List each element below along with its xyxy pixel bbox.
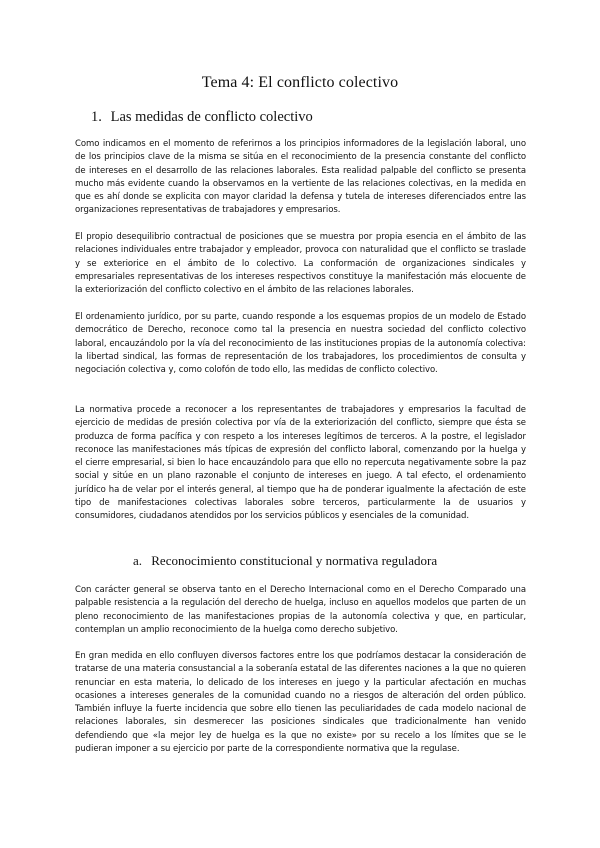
paragraph-5: Con carácter general se observa tanto en el Derecho Internacional como en el Derecho Comparado una palpable resistencia a la regulación del derecho de huelga, incluso en aquellos modelos que parten de un pleno reconocimiento de las manifestaciones propias de la autonomía colectiva y que, en particular, contemplan un amplio reconocimiento de la huelga como derecho subjetivo. (75, 585, 526, 635)
section-heading-text: Las medidas de conflicto colectivo (110, 109, 313, 125)
paragraph-4: La normativa procede a reconocer a los representantes de trabajadores y empresarios la facultad de ejercicio de medidas de presión colectiva por vía de la exteriorización del conflicto, siempre que ésta se produzca de forma pacífica y con respeto a los intereses legítimos de terceros. A la postre, el legislador reconoce las manifestaciones más típicas de expresión del conflicto laboral, comenzando por la huelga y el cierre empresarial, si bien lo hace encauzándolo para que ello no repercuta negativamente sobre la paz social y sitúe en un plano razonable el conjunto de intereses en juego. A tal efecto, el ordenamiento jurídico ha de velar por el interés general, al tiempo que ha de ponderar igualmente la afectación de este tipo de manifestaciones colectivas laborales sobre terceros, particularmente la de usuarios y consumidores, ciudadanos atendidos por los servicios públicos y esenciales de la comunidad. (75, 405, 526, 522)
paragraph-3: El ordenamiento jurídico, por su parte, cuando responde a los esquemas propios de un modelo de Estado democrático de Derecho, reconoce como tal la presencia en nuestra sociedad del conflicto colectivo laboral, encauzándolo por la vía del reconocimiento de las instituciones propias de la autonomía colectiva: la libertad sindical, las formas de representación de los trabajadores, los procedimientos de consulta y negociación colectiva y, como colofón de todo ello, las medidas de conflicto colectivo. (75, 312, 526, 376)
subsection-heading-text: Reconocimiento constitucional y normativa reguladora (151, 553, 438, 568)
paragraph-2: El propio desequilibrio contractual de posiciones que se muestra por propia esencia en el ámbito de las relaciones individuales entre trabajador y empleador, provoca con naturalidad que el conflicto se traslade y se exteriorice en el ámbito de lo colectivo. La conformación de organizaciones sindicales y empresariales representativas de los intereses respectivos constituye la manifestación más elocuente de la exteriorización del conflicto colectivo en el ámbito de las relaciones laborales. (75, 232, 526, 296)
section-heading (91, 109, 313, 126)
subsection-letter: a. (133, 553, 143, 568)
paragraph-1: Como indicamos en el momento de referirnos a los principios informadores de la legislación laboral, uno de los principios clave de la misma se sitúa en el reconocimiento de la presencia constante del conflicto de intereses en el desarrollo de las relaciones laborales. Esta realidad palpable del conflicto se presenta mucho más evidente cuando la observamos en la vertiente de las relaciones colectivas, en la medida en que es ahí donde se explicita con mayor claridad la defensa y tutela de intereses diferenciados entre las organizaciones representativas de trabajadores y empresarios. (75, 139, 526, 216)
subsection-heading (133, 553, 437, 569)
section-number: 1. (91, 109, 102, 125)
paragraph-6: En gran medida en ello confluyen diversos factores entre los que podríamos destacar la consideración de tratarse de una materia consustancial a la soberanía estatal de las diferentes naciones a la que no quieren renunciar en esta materia, lo delicado de los intereses en juego y la particular afectación en muchas ocasiones a intereses generales de la comunidad cuando no a riesgos de alteración del orden público. También influye la fuerte incidencia que sobre ello tienen las peculiaridades de cada modelo nacional de relaciones laborales, sin desmerecer las posiciones sindicales que tradicionalmente han venido defendiendo que «la mejor ley de huelga es la que no existe» por su recelo a los límites que se le pudieran imponer a su ejercicio por parte de la correspondiente normativa que la regulase. (75, 651, 526, 755)
document-title: Tema 4: El conflicto colectivo (201, 74, 399, 91)
